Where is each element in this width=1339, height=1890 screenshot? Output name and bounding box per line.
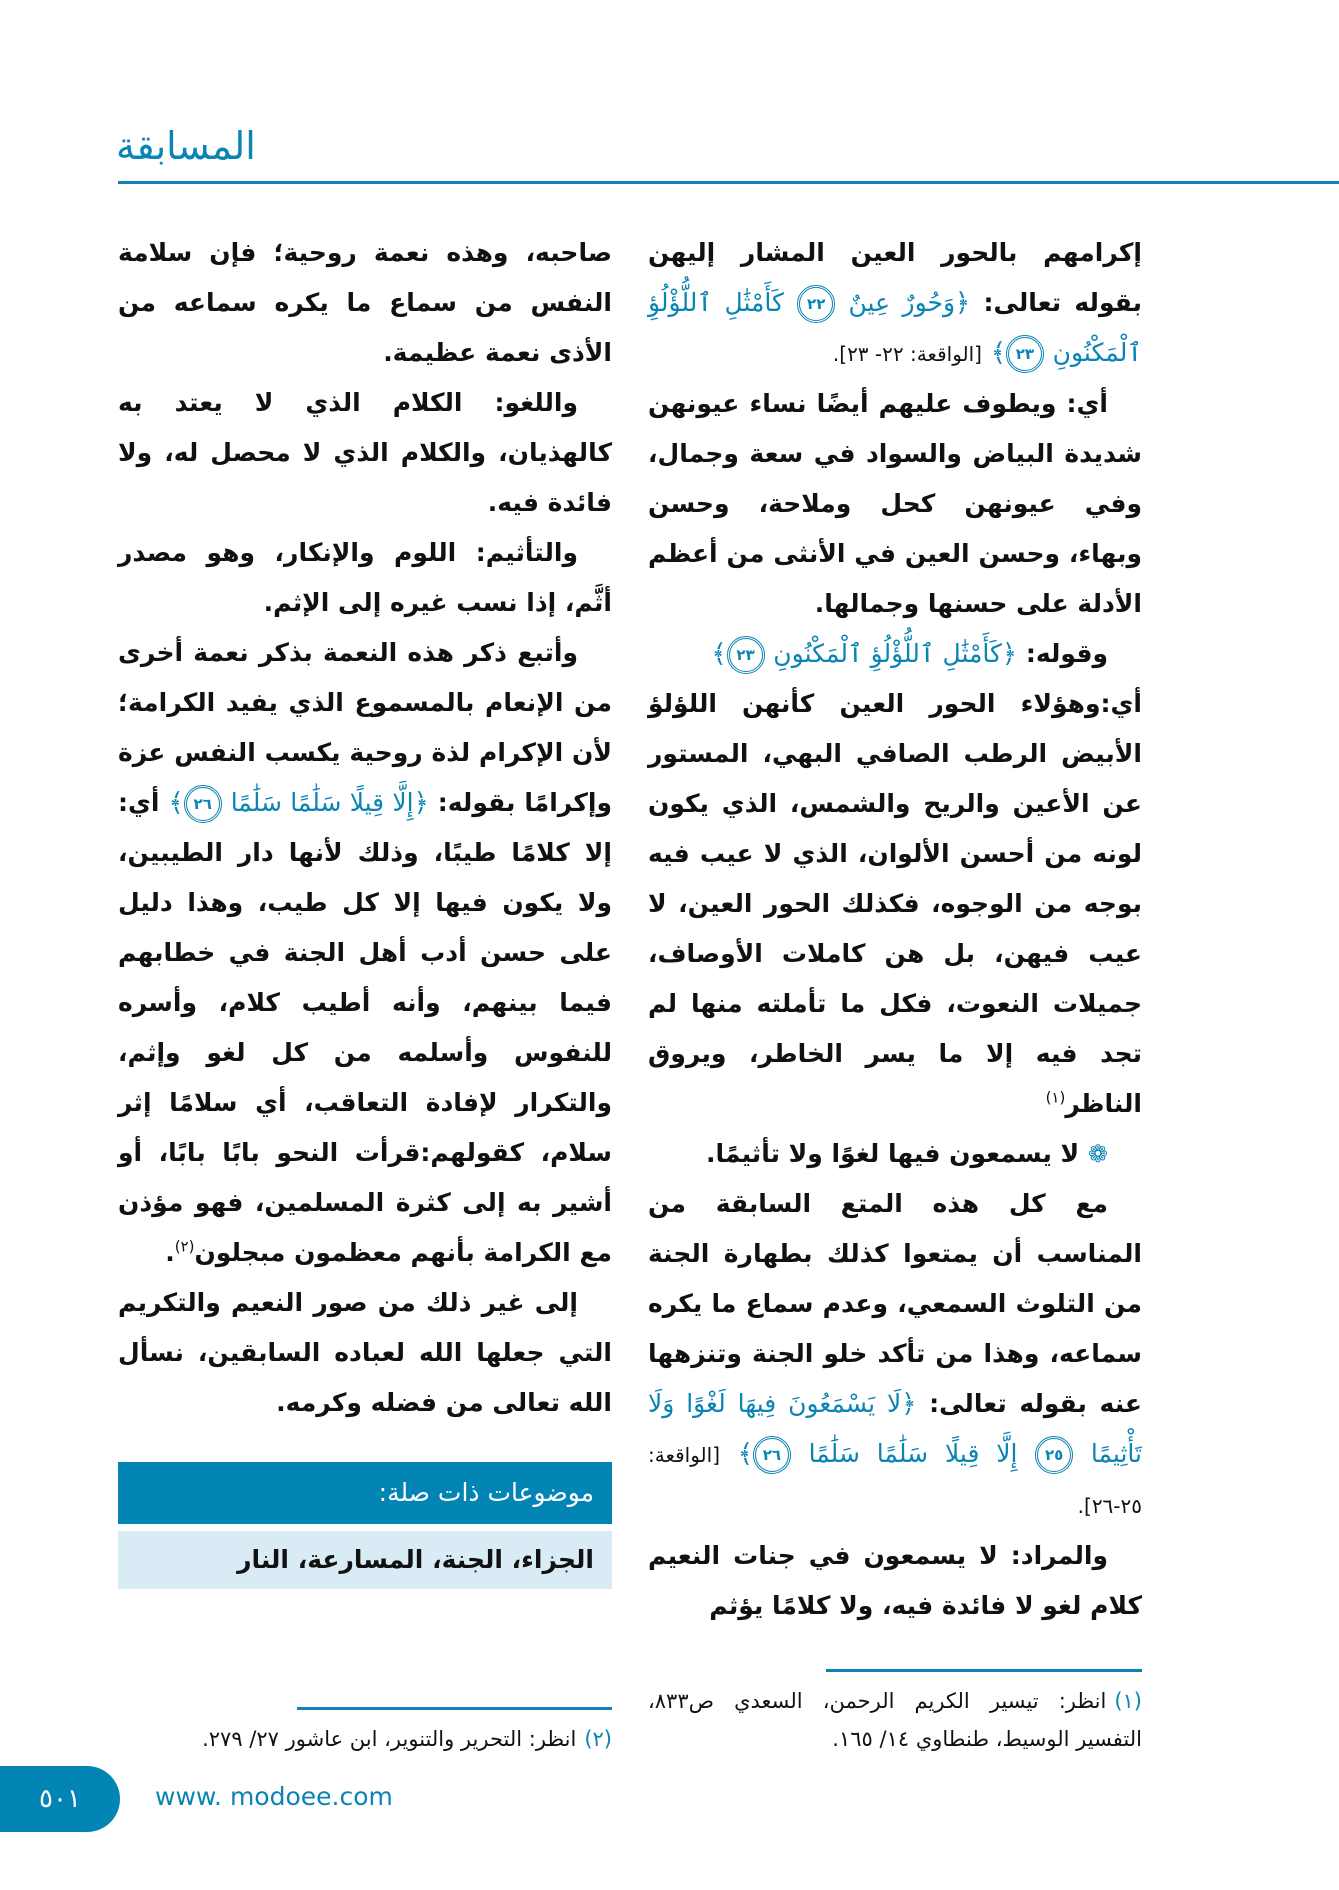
page-number: ٥٠١ [0,1766,120,1832]
paragraph: وأتبع ذكر هذه النعمة بذكر نعمة أخرى من الإنعام بالمسموع الذي يفيد الكرامة؛ لأن الإكرام لذة روحية يكسب النفس عزة وإكرامًا بقوله: ﴿إِلَّا قِيلًا سَلَٰمًا سَلَٰمًا ٢٦﴾ أي: إلا كلامًا طيبًا، وذلك لأنها دار الطيبين، ولا يكون فيها إلا كل طيب، وهذا دليل على حسن أدب أهل الجنة في خطابهم فيما بينهم، وأنه أطيب كلام، وأسره للنفوس وأسلمه من كل لغو وإثم، والتكرار لإفادة التعاقب، أي سلامًا إثر سلام، كقولهم:قرأت النحو بابًا بابًا، أو أشير به إلى كثرة المسلمين، فهو مؤذن مع الكرامة بأنهم معظمون مبجلون$^{(٢)}$. [118,638,612,1267]
right-column [648,228,1142,1631]
paragraph: والتأثيم: اللوم والإنكار، وهو مصدر أثَّم، إذا نسب غيره إلى الإثم. [118,538,612,617]
quran-bracket-open-icon: ﴿ [955,288,971,318]
footnote-number: (٢) [584,1727,612,1751]
verse-number-badge: ٢٣ [727,636,765,674]
paragraph [648,679,1142,1129]
quran-text: كَأَمْثَٰلِ ٱللُّؤْلُؤِ ٱلْمَكْنُونِ [648,288,1142,367]
left-column [118,228,612,1428]
quran-text: إِلَّا قِيلًا سَلَٰمًا سَلَٰمًا [808,1439,1018,1468]
paragraph: إلى غير ذلك من صور النعيم والتكريم التي جعلها الله لعباده السابقين، نسأل الله تعالى من فضله وكرمه. [118,1288,612,1417]
website-link[interactable]: www. modoee.com [155,1782,393,1811]
quran-bracket-open-icon: ﴿ [901,1389,917,1419]
body-text: وقوله: [1017,639,1108,668]
paragraph [648,228,1142,379]
verse-number-badge: ٢٣ [1006,335,1044,373]
verse-reference: [الواقعة: ٢٢- ٢٣]. [832,342,982,366]
quran-text: إِلَّا قِيلًا سَلَٰمًا سَلَٰمًا [230,788,414,817]
paragraph [648,1179,1142,1531]
heading-text: لا يسمعون فيها لغوًا ولا تأثيمًا. [705,1139,1080,1168]
running-header-title: المسابقة [116,124,256,168]
page-header [0,0,1339,228]
page-footer [0,1766,1339,1890]
footnote-marker[interactable]: (١) [1045,1088,1066,1107]
paragraph [648,629,1142,679]
paragraph: صاحبه، وهذه نعمة روحية؛ فإن سلامة النفس من سماع ما يكره سماعه من الأذى نعمة عظيمة. [118,238,612,367]
related-topics-header: موضوعات ذات صلة: [118,1462,612,1524]
quran-text: لَا يَسْمَعُونَ فِيهَا لَغْوًا وَلَا تَأْثِيمًا [648,1389,1142,1468]
quran-bracket-close-icon: ﴾ [168,788,184,818]
footnote-divider [826,1669,1142,1672]
paragraph: واللغو: الكلام الذي لا يعتد به كالهذيان، والكلام الذي لا محصل له، ولا فائدة فيه. [118,388,612,517]
paragraph: أي: ويطوف عليهم أيضًا نساء عيونهن شديدة البياض والسواد في سعة وجمال، وفي عيونهن كحل وملاحة، وحسن وبهاء، وحسن العين في الأنثى من أعظم الأدلة على حسنها وجمالها. [648,389,1142,618]
verse-number-badge: ٢٦ [753,1436,791,1474]
quran-bracket-open-icon: ﴿ [1001,639,1018,669]
footnote-text: انظر: التحرير والتنوير، ابن عاشور ٢٧/ ٢٧٩. [202,1727,577,1751]
quran-bracket-close-icon: ﴾ [711,639,727,669]
header-divider [118,181,1339,184]
quran-bracket-open-icon: ﴿ [413,788,429,818]
quran-bracket-close-icon: ﴾ [737,1439,753,1469]
columns [118,228,1142,1758]
flower-bullet-icon: ❁ [1087,1140,1108,1168]
paragraph: والمراد: لا يسمعون في جنات النعيم كلام لغو لا فائدة فيه، ولا كلامًا يؤثم [648,1541,1142,1620]
body-text: أي:وهؤلاء الحور العين كأنهن اللؤلؤ الأبيض الرطب الصافي البهي، المستور عن الأعين والريح والشمس، الذي يكون لونه من أحسن الألوان، الذي لا عيب فيه بوجه من الوجوه، فكذلك الحور العين، لا عيب فيهن، بل هن كاملات الأوصاف، جميلات النعوت، فكل ما تأملته منها لم تجد فيه إلا ما يسر الخاطر، ويروق الناظر [648,689,1142,1118]
body-text: مع كل هذه المتع السابقة من المناسب أن يمتعوا كذلك بطهارة الجنة من التلوث السمعي، وعدم سماع ما يكره سماعه، وهذا من تأكد خلو الجنة وتنزهها عنه بقوله تعالى: [648,1189,1142,1418]
right-column-wrap [648,228,1142,1758]
verse-number-badge: ٢٢ [797,285,835,323]
spacer [648,1631,1142,1659]
left-column-wrap [118,228,612,1758]
body-text: إكرامهم بالحور العين المشار إليهن بقوله تعالى: [648,238,1142,317]
verse-number-badge: ٢٦ [184,785,222,823]
footnote-text: انظر: تيسير الكريم الرحمن، السعدي ص٨٣٣، التفسير الوسيط، طنطاوي ١٤/ ١٦٥. [648,1689,1142,1751]
related-topics-list[interactable]: الجزاء، الجنة، المسارعة، النار [118,1531,612,1589]
quran-text: كَأَمْثَٰلِ ٱللُّؤْلُؤِ ٱلْمَكْنُونِ [773,639,1002,668]
body-text: أي: إلا كلامًا طيبًا، وذلك لأنها دار الطيبين، ولا يكون فيها إلا كل طيب، وهذا دليل على حسن أدب أهل الجنة في خطابهم فيما بينهم، وأنه أطيب كلام، وأسره للنفوس وأسلمه من كل لغو وإثم، والتكرار لإفادة التعاقب، أي سلامًا إثر سلام، كقولهم:قرأت النحو بابًا بابًا، أو أشير به إلى كثرة المسلمين، فهو مؤذن مع الكرامة بأنهم معظمون مبجلون [118,788,612,1267]
quran-text: وَحُورٌ عِينٌ [848,288,956,317]
quran-bracket-close-icon: ﴾ [990,338,1006,368]
footnote-divider [297,1707,612,1710]
footnote-marker[interactable]: (٢) [174,1237,195,1256]
footnote-2 [118,1720,612,1758]
footnote-number: (١) [1114,1689,1142,1713]
verse-number-badge: ٢٥ [1035,1436,1073,1474]
footnote-1 [648,1682,1142,1758]
spacer [118,1589,612,1697]
body-text: وأتبع ذكر هذه النعمة بذكر نعمة أخرى من الإنعام بالمسموع الذي يفيد الكرامة؛ لأن الإكرام لذة روحية يكسب النفس عزة وإكرامًا بقوله: [118,638,612,817]
verse-reference: [الواقعة: ٢٥-٢٦]. [648,1443,1142,1518]
section-heading [648,1129,1142,1179]
